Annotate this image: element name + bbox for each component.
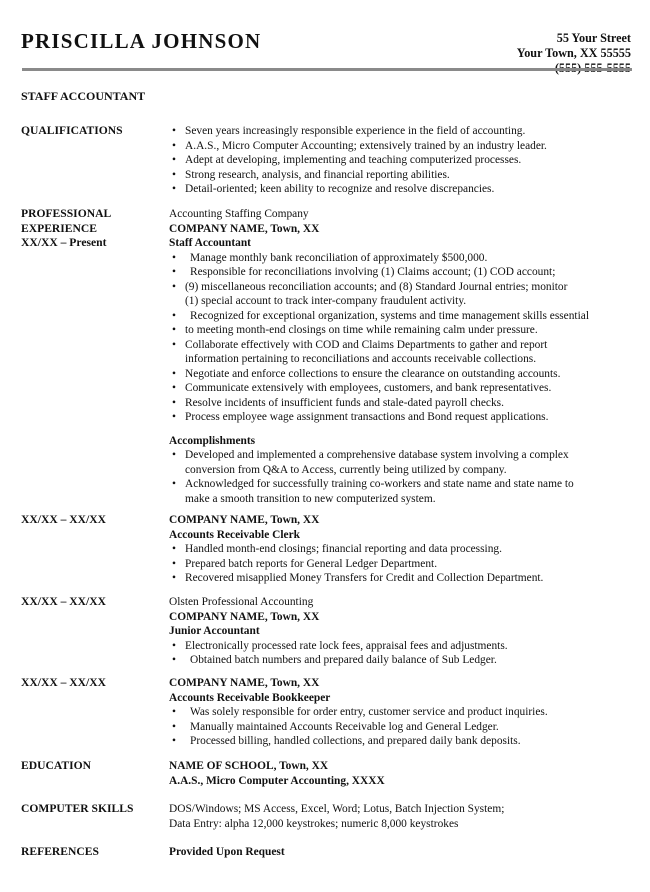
qualifications-label: QUALIFICATIONS bbox=[21, 124, 123, 137]
job-title: Accounts Receivable Clerk bbox=[169, 528, 300, 541]
header-divider bbox=[22, 68, 632, 71]
list-item: • Handled month-end closings; financial reporting and data processing. bbox=[169, 542, 629, 557]
list-item: • Obtained batch numbers and prepared daily balance of Sub Ledger. bbox=[169, 653, 629, 668]
list-item: • Manually maintained Accounts Receivable log and General Ledger. bbox=[169, 720, 629, 735]
agency-name: Olsten Professional Accounting bbox=[169, 596, 314, 608]
experience-label bbox=[21, 207, 111, 251]
skills-line: DOS/Windows; MS Access, Excel, Word; Lotus, Batch Injection System; bbox=[169, 803, 505, 815]
list-item: • A.A.S., Micro Computer Accounting; extensively trained by an industry leader. bbox=[169, 139, 629, 154]
list-item: • Seven years increasingly responsible experience in the field of accounting. bbox=[169, 124, 629, 139]
job-duties-list bbox=[169, 705, 629, 749]
list-item: • Recognized for exceptional organization, systems and time management skills essential bbox=[169, 309, 629, 324]
skills-body bbox=[169, 802, 629, 831]
references-label: REFERENCES bbox=[21, 845, 99, 858]
job-duties-list bbox=[169, 251, 629, 425]
qualifications-body bbox=[169, 124, 629, 197]
list-item-continued: • (9) miscellaneous reconciliation accounts; and (8) Standard Journal entries; monitor (1) special account to track inter-company fraudulent activity. bbox=[169, 280, 629, 309]
experience-label-line2: EXPERIENCE bbox=[21, 221, 98, 235]
list-item: • Detail-oriented; keen ability to recognize and resolve discrepancies. bbox=[169, 182, 629, 197]
job-dates: XX/XX – XX/XX bbox=[21, 513, 107, 526]
list-item-continued: • to meeting month-end closings on time while remaining calm under pressure. bbox=[169, 323, 629, 338]
accomplishments-list bbox=[169, 448, 629, 506]
list-item: • Collaborate effectively with COD and Claims Departments to gather and report information pertaining to reconciliations and accounts receivable collections. bbox=[169, 338, 629, 367]
job-duties-list bbox=[169, 542, 629, 586]
list-item: • Adept at developing, implementing and teaching computerized processes. bbox=[169, 153, 629, 168]
references-value: Provided Upon Request bbox=[169, 846, 285, 858]
agency-name: Accounting Staffing Company bbox=[169, 208, 309, 220]
job-duties-list bbox=[169, 639, 629, 668]
list-item: • Responsible for reconciliations involving (1) Claims account; (1) COD account; bbox=[169, 265, 629, 280]
job-1-body bbox=[169, 207, 629, 506]
skills-line: Data Entry: alpha 12,000 keystrokes; numeric 8,000 keystrokes bbox=[169, 817, 459, 830]
list-item: • Process employee wage assignment transactions and Bond request applications. bbox=[169, 410, 629, 425]
list-item: • Processed billing, handled collections, and prepared daily bank deposits. bbox=[169, 734, 629, 749]
accomplishments-heading: Accomplishments bbox=[169, 434, 256, 447]
degree: A.A.S., Micro Computer Accounting, XXXX bbox=[169, 774, 385, 787]
qualifications-list bbox=[169, 124, 629, 197]
job-dates: XX/XX – XX/XX bbox=[21, 676, 107, 689]
list-item: • Resolve incidents of insufficient funds and stale-dated payroll checks. bbox=[169, 396, 629, 411]
job-title: Junior Accountant bbox=[169, 625, 260, 637]
education-label: EDUCATION bbox=[21, 759, 91, 772]
company-name: COMPANY NAME, Town, XX bbox=[169, 610, 320, 623]
street-address: 55 Your Street bbox=[556, 31, 631, 45]
job-title: Accounts Receivable Bookkeeper bbox=[169, 691, 331, 704]
job-dates: XX/XX – Present bbox=[21, 236, 107, 249]
list-item: • Strong research, analysis, and financial reporting abilities. bbox=[169, 168, 629, 183]
experience-label-line1: PROFESSIONAL bbox=[21, 207, 112, 220]
objective-title: STAFF ACCOUNTANT bbox=[21, 89, 146, 103]
list-item: • Developed and implemented a comprehensive database system involving a complex conversion from Q&A to Access, currently being utilized by company. bbox=[169, 448, 629, 477]
city-state-zip: Your Town, XX 55555 bbox=[516, 46, 631, 60]
job-3-body bbox=[169, 595, 629, 668]
list-item: • Electronically processed rate lock fees, appraisal fees and adjustments. bbox=[169, 639, 629, 654]
job-2-body bbox=[169, 513, 629, 586]
school-name: NAME OF SCHOOL, Town, XX bbox=[169, 760, 329, 772]
list-item: • Was solely responsible for order entry, customer service and product inquiries. bbox=[169, 705, 629, 720]
list-item: • Recovered misapplied Money Transfers for Credit and Collection Department. bbox=[169, 571, 629, 586]
candidate-name: PRISCILLA JOHNSON bbox=[21, 29, 262, 53]
education-body bbox=[169, 759, 629, 788]
list-item: • Acknowledged for successfully training co-workers and state name and state name to make a smooth transition to new computerized system. bbox=[169, 477, 629, 506]
job-4-body bbox=[169, 676, 629, 749]
company-name: COMPANY NAME, Town, XX bbox=[169, 222, 320, 235]
list-item: • Negotiate and enforce collections to ensure the clearance on outstanding accounts. bbox=[169, 367, 629, 382]
references-body bbox=[169, 845, 629, 860]
list-item: • Communicate extensively with employees, customers, and bank representatives. bbox=[169, 381, 629, 396]
company-name: COMPANY NAME, Town, XX bbox=[169, 677, 320, 689]
job-dates: XX/XX – XX/XX bbox=[21, 595, 107, 608]
job-title: Staff Accountant bbox=[169, 237, 251, 249]
skills-label: COMPUTER SKILLS bbox=[21, 802, 134, 815]
list-item: • Manage monthly bank reconciliation of approximately $500,000. bbox=[169, 251, 629, 266]
list-item: • Prepared batch reports for General Ledger Department. bbox=[169, 557, 629, 572]
company-name: COMPANY NAME, Town, XX bbox=[169, 514, 320, 526]
